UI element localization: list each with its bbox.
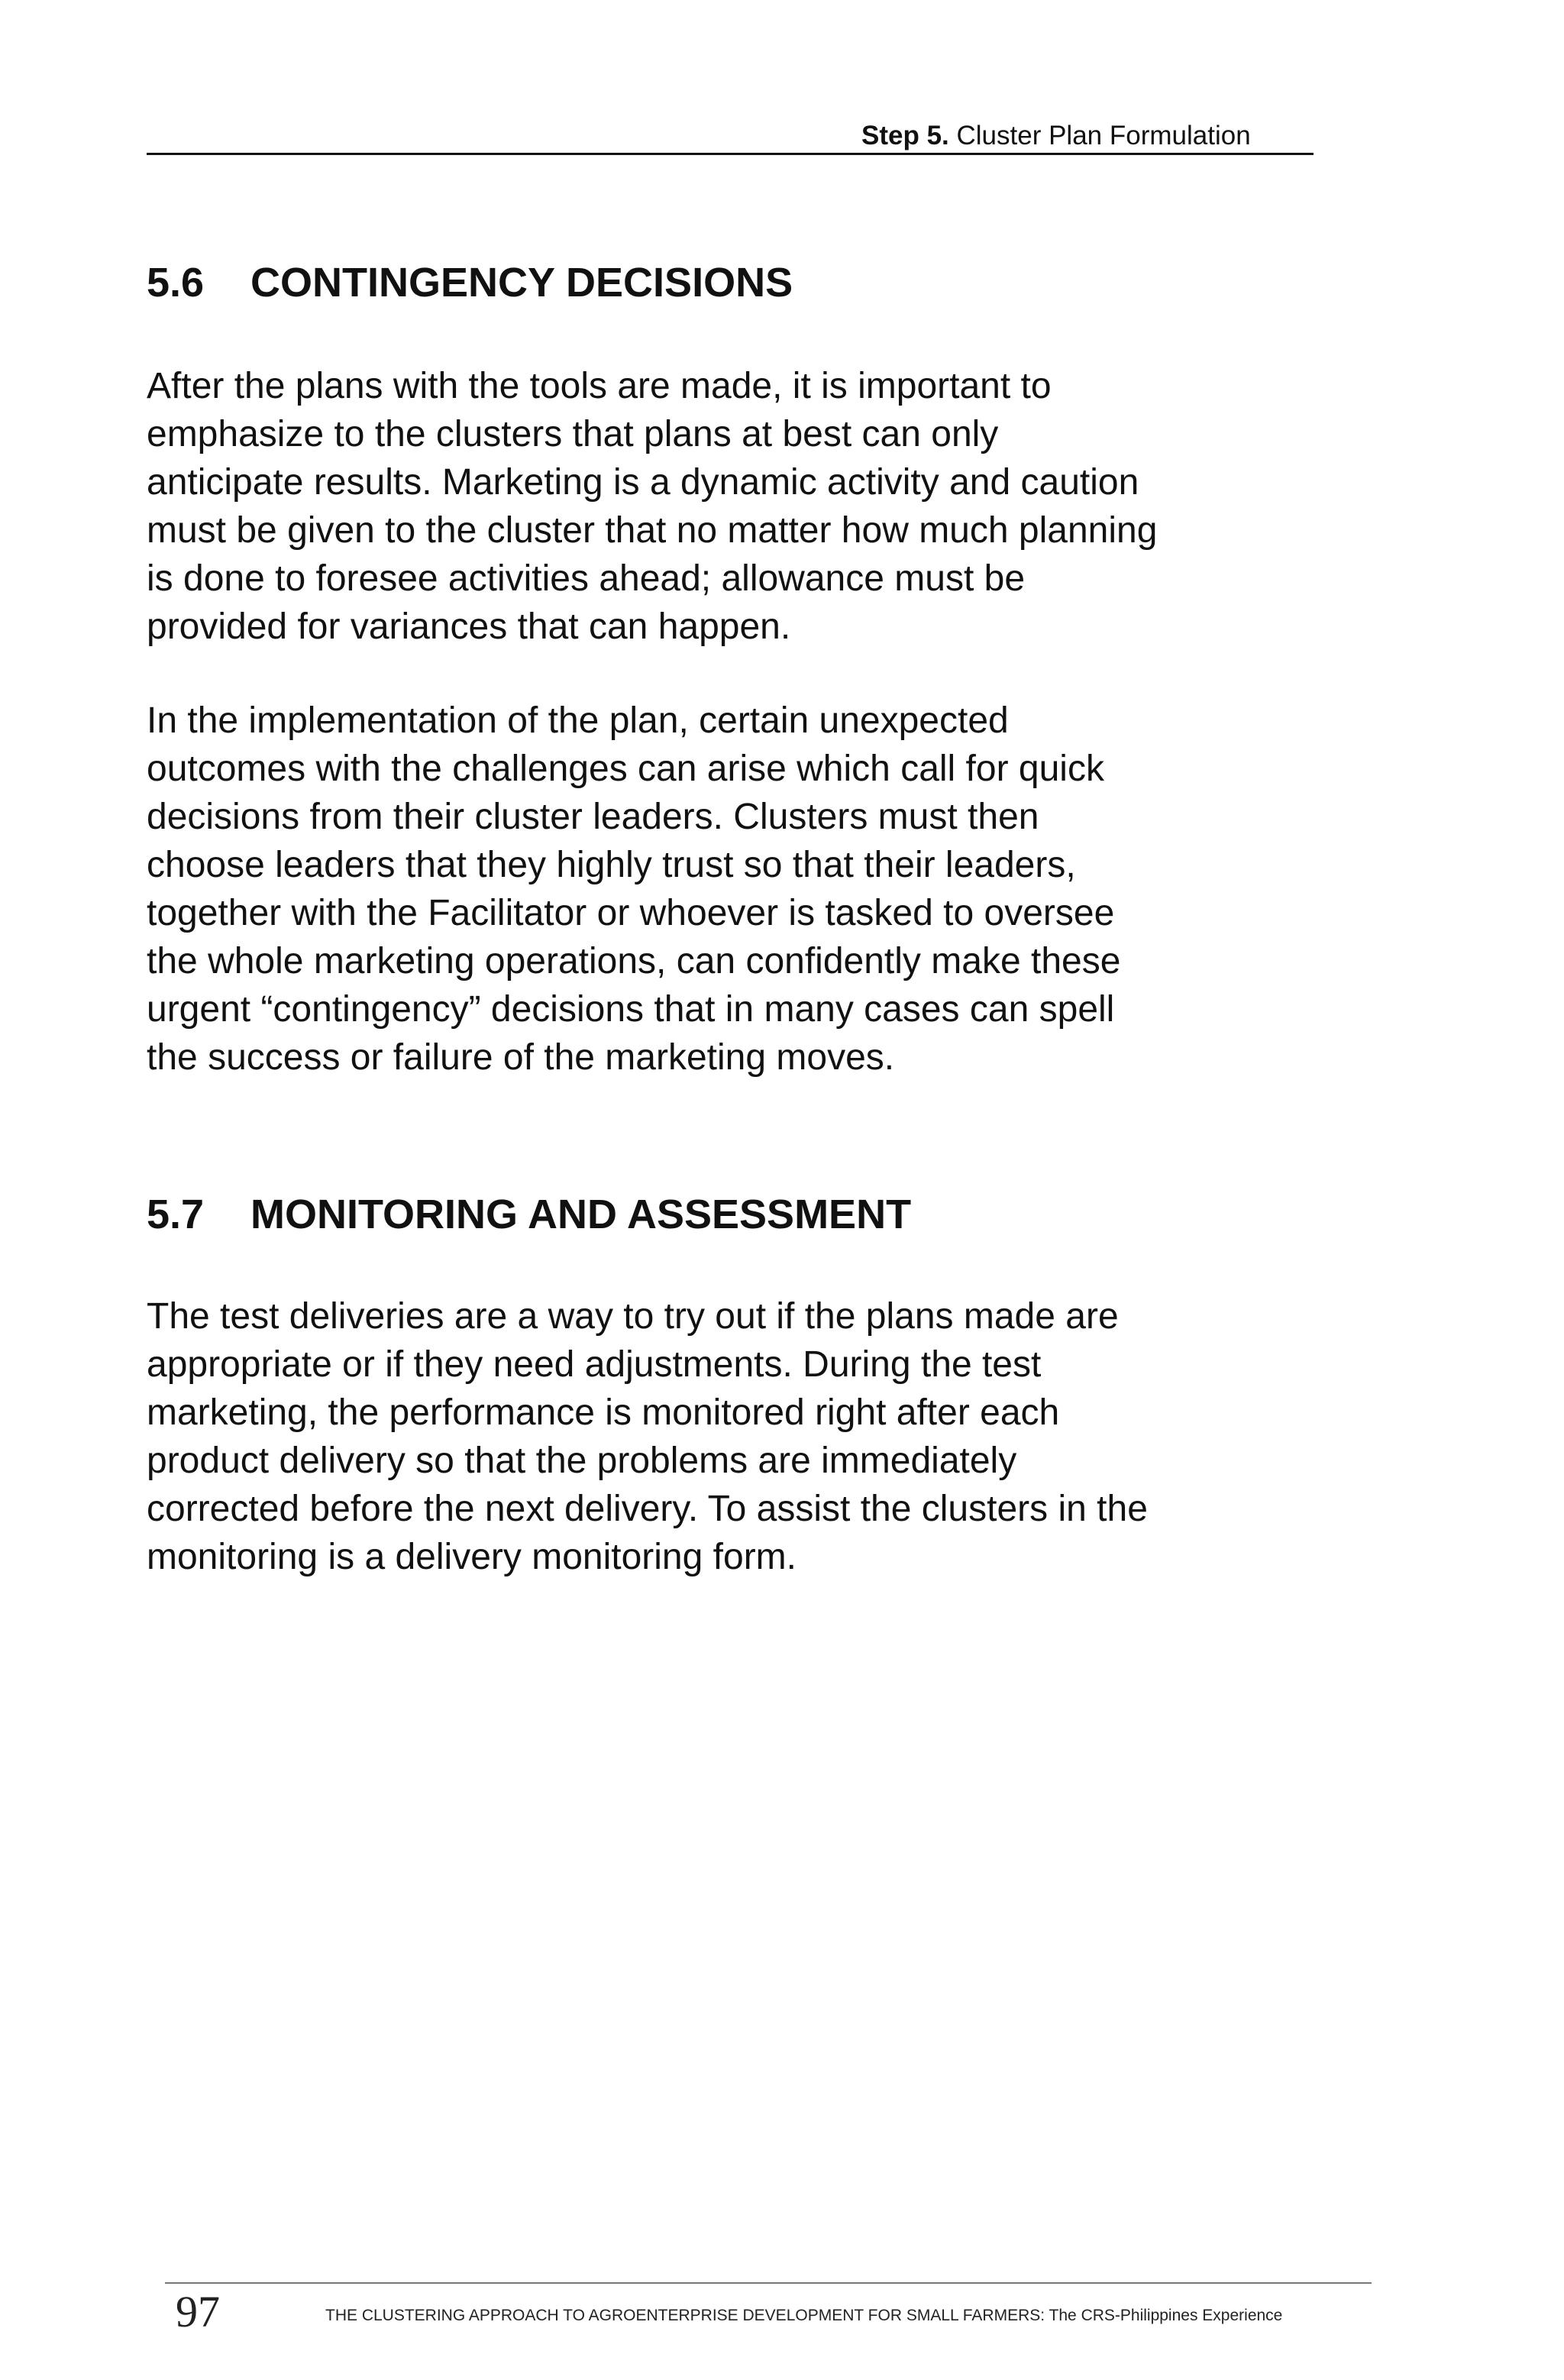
paragraph (147, 1292, 1338, 1581)
paragraph-line: the whole marketing operations, can confidently make these (147, 941, 1121, 981)
paragraph-line: marketing, the performance is monitored right after each (147, 1392, 1060, 1433)
section-heading-5-6 (147, 258, 793, 307)
section-heading-5-7 (147, 1190, 911, 1239)
paragraph-line: emphasize to the clusters that plans at best can only (147, 414, 999, 454)
paragraph-line: outcomes with the challenges can arise which call for quick (147, 749, 1104, 789)
section-title: CONTINGENCY DECISIONS (250, 260, 793, 306)
paragraph (147, 362, 1338, 651)
paragraph-line: product delivery so that the problems are immediately (147, 1441, 1017, 1481)
paragraph (147, 697, 1338, 1082)
section-title: MONITORING AND ASSESSMENT (250, 1192, 912, 1237)
running-header (861, 121, 1251, 151)
page-number: 97 (176, 2287, 220, 2336)
paragraph-line: is done to foresee activities ahead; allowance must be (147, 558, 1026, 599)
paragraph-line: decisions from their cluster leaders. Clusters must then (147, 797, 1039, 837)
paragraph-line: appropriate or if they need adjustments. During the test (147, 1344, 1042, 1385)
paragraph-line: choose leaders that they highly trust so that their leaders, (147, 845, 1076, 885)
paragraph-line: together with the Facilitator or whoever is tasked to oversee (147, 893, 1115, 933)
paragraph-line: must be given to the cluster that no matter how much planning (147, 510, 1158, 551)
footer-rule (165, 2282, 1372, 2284)
section-number: 5.7 (147, 1192, 205, 1237)
footer-book-title: THE CLUSTERING APPROACH TO AGROENTERPRISE DEVELOPMENT FOR SMALL FARMERS: The CRS-Philippines Experience (325, 2307, 1283, 2324)
paragraph-line: provided for variances that can happen. (147, 606, 791, 647)
paragraph-line: corrected before the next delivery. To assist the clusters in the (147, 1489, 1148, 1529)
header-title: Cluster Plan Formulation (956, 121, 1251, 150)
paragraph-line: anticipate results. Marketing is a dynamic activity and caution (147, 462, 1139, 503)
paragraph-line: After the plans with the tools are made, it is important to (147, 366, 1052, 406)
paragraph-line: monitoring is a delivery monitoring form. (147, 1537, 797, 1577)
paragraph-line: urgent “contingency” decisions that in many cases can spell (147, 989, 1115, 1030)
section-number: 5.6 (147, 260, 205, 306)
header-step: Step 5. (861, 121, 949, 150)
header-rule (147, 153, 1314, 155)
paragraph-line: The test deliveries are a way to try out if the plans made are (147, 1296, 1119, 1337)
paragraph-line: In the implementation of the plan, certain unexpected (147, 700, 1009, 741)
paragraph-line: the success or failure of the marketing moves. (147, 1037, 895, 1078)
